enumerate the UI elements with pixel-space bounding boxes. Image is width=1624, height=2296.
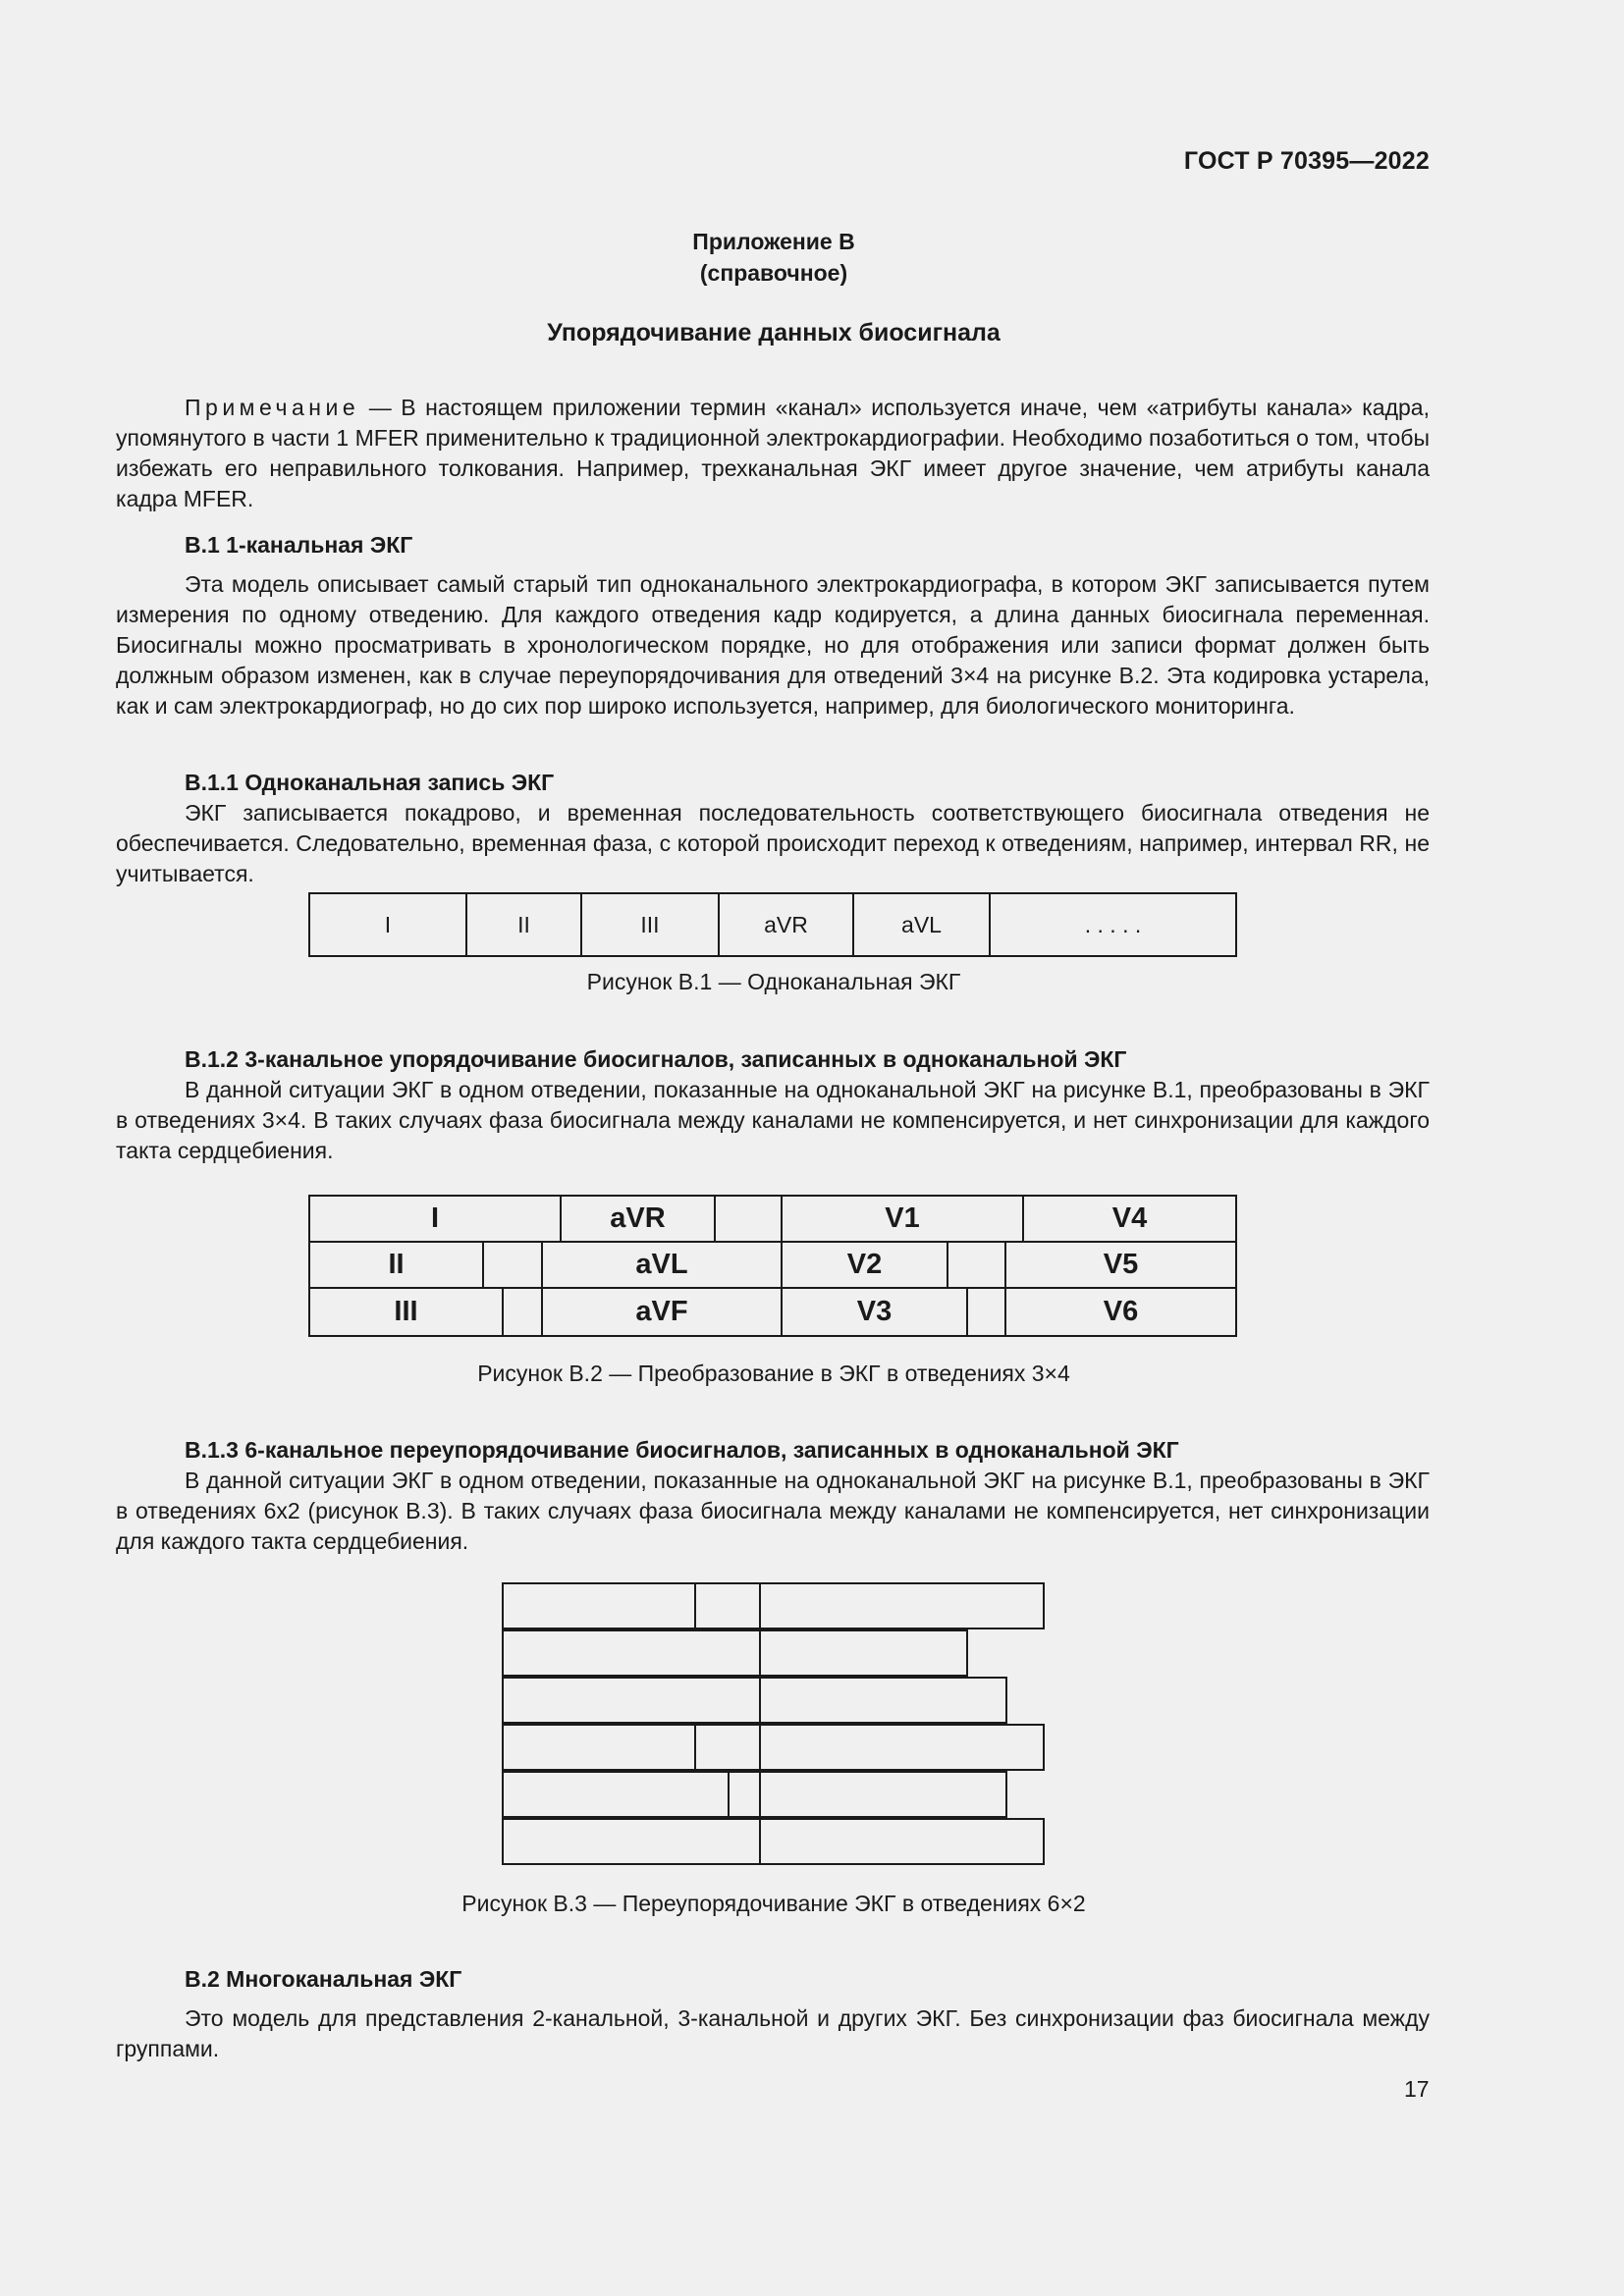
figure-b3-bar: [502, 1771, 761, 1818]
paragraph-b2: [116, 2003, 1430, 2064]
figure-b2-cell: aVR: [562, 1197, 716, 1241]
figure-b2-row: [310, 1243, 1235, 1289]
figure-b1-caption: Рисунок В.1 — Одноканальная ЭКГ: [586, 969, 961, 994]
figure-b2-cell: V5: [1103, 1249, 1139, 1280]
section-title: Упорядочивание данных биосигнала: [547, 319, 1001, 347]
figure-b1-table: [308, 892, 1237, 957]
figure-b2-table: [308, 1195, 1237, 1337]
figure-b2-cell: I: [310, 1197, 562, 1241]
heading-b12: В.1.2 3-канальное упорядочивание биосигналов, записанных в одноканальной ЭКГ: [185, 1046, 1127, 1072]
figure-b2-cell: [484, 1243, 543, 1287]
figure-b3-bar: [502, 1818, 1045, 1865]
figure-b2-row: [310, 1197, 1235, 1243]
figure-b2-cell: V3: [783, 1289, 968, 1335]
figure-b3-center-divider: [759, 1582, 761, 1865]
document-id: ГОСТ Р 70395—2022: [1183, 147, 1430, 175]
figure-b2-cell: V6: [1103, 1296, 1139, 1327]
page-number: 17: [1404, 2076, 1430, 2102]
figure-b2-cell: [968, 1289, 1006, 1335]
heading-b11: В.1.1 Одноканальная запись ЭКГ: [185, 770, 555, 795]
paragraph-b11: [116, 798, 1430, 889]
paragraph-b1: [116, 569, 1430, 721]
note-text: — В настоящем приложении термин «канал» используется иначе, чем «атрибуты канала» кадра, упомянутого в части 1 MFER применительно к традиционной электрокардиографии. Необходимо позаботиться о том, чтобы избежать его неправильного толкования. Например, трехканальная ЭКГ имеет другое значение, чем атрибуты канала кадра MFER.: [116, 395, 1430, 511]
figure-b3-divider: [728, 1771, 730, 1818]
figure-b3-diagram: [502, 1582, 1045, 1867]
figure-b2-cell: V2: [783, 1243, 948, 1287]
figure-b3-divider: [694, 1582, 696, 1629]
figure-b2-cell: III: [310, 1289, 504, 1335]
figure-b2-cell: [504, 1289, 543, 1335]
figure-b3-bar: [502, 1677, 761, 1724]
note-paragraph: [116, 393, 1430, 514]
figure-b2-cell: V1: [783, 1197, 1024, 1241]
figure-b3-bar: [759, 1677, 1007, 1724]
figure-b3-bar: [502, 1582, 1045, 1629]
figure-b1-cell: II: [467, 894, 582, 955]
figure-b1-cell: . . . . .: [1084, 911, 1142, 937]
figure-b3-bar: [502, 1724, 1045, 1771]
appendix-title-line2: (справочное): [699, 260, 848, 286]
appendix-title: [0, 226, 1547, 289]
figure-b2-row: [310, 1289, 1235, 1335]
figure-b3-divider: [694, 1724, 696, 1771]
figure-b2-cell: [716, 1197, 783, 1241]
note-label: Примечание: [185, 395, 360, 420]
figure-b3-bar: [759, 1629, 968, 1677]
figure-b2-cell: aVL: [543, 1243, 783, 1287]
figure-b1-cell: aVR: [720, 894, 854, 955]
figure-b2-cell: II: [310, 1243, 484, 1287]
heading-b1: В.1 1-канальная ЭКГ: [185, 532, 413, 558]
figure-b1-cell: III: [582, 894, 720, 955]
paragraph-b2-text: Это модель для представления 2-канальной, 3-канальной и других ЭКГ. Без синхронизации фаз биосигнала между группами.: [116, 2005, 1430, 2061]
heading-b2: В.2 Многоканальная ЭКГ: [185, 1966, 462, 1992]
figure-b2-cell: V4: [1111, 1202, 1148, 1234]
heading-b13: В.1.3 6-канальное переупорядочивание биосигналов, записанных в одноканальной ЭКГ: [185, 1437, 1179, 1463]
paragraph-b12: [116, 1075, 1430, 1166]
figure-b2-cell: [948, 1243, 1006, 1287]
figure-b2-cell: aVF: [543, 1289, 783, 1335]
figure-b2-caption: Рисунок В.2 — Преобразование в ЭКГ в отведениях 3×4: [477, 1361, 1070, 1386]
figure-b1-cell: aVL: [854, 894, 991, 955]
paragraph-b11-text: ЭКГ записывается покадрово, и временная последовательность соответствующего биосигнала отведения не обеспечивается. Следовательно, временная фаза, с которой происходит переход к отведениям, например, интервал RR, не учитывается.: [116, 800, 1430, 886]
appendix-title-line1: Приложение В: [692, 229, 855, 254]
paragraph-b13-text: В данной ситуации ЭКГ в одном отведении, показанные на одноканальной ЭКГ на рисунке В.1, преобразованы в ЭКГ в отведениях 6х2 (рисунок В.3). В таких случаях фаза биосигнала между каналами не компенсируется, нет синхронизации для каждого такта сердцебиения.: [116, 1468, 1430, 1554]
figure-b3-caption: Рисунок В.3 — Переупорядочивание ЭКГ в отведениях 6×2: [461, 1891, 1086, 1916]
figure-b3-bar: [502, 1629, 761, 1677]
paragraph-b1-text: Эта модель описывает самый старый тип одноканального электрокардиографа, в котором ЭКГ записывается путем измерения по одному отведению. Для каждого отведения кадр кодируется, а длина данных биосигнала переменная. Биосигналы можно просматривать в хронологическом порядке, но для отображения или записи формат должен быть должным образом изменен, как в случае переупорядочивания для отведений 3×4 на рисунке В.2. Эта кодировка устарела, как и сам электрокардиограф, но до сих пор широко используется, например, для биологического мониторинга.: [116, 571, 1430, 719]
figure-b3-bar: [759, 1771, 1007, 1818]
figure-b1-cell: I: [310, 894, 467, 955]
paragraph-b13: [116, 1466, 1430, 1557]
paragraph-b12-text: В данной ситуации ЭКГ в одном отведении, показанные на одноканальной ЭКГ на рисунке В.1, преобразованы в ЭКГ в отведениях 3×4. В таких случаях фаза биосигнала между каналами не компенсируется, и нет синхронизации для каждого такта сердцебиения.: [116, 1077, 1430, 1163]
